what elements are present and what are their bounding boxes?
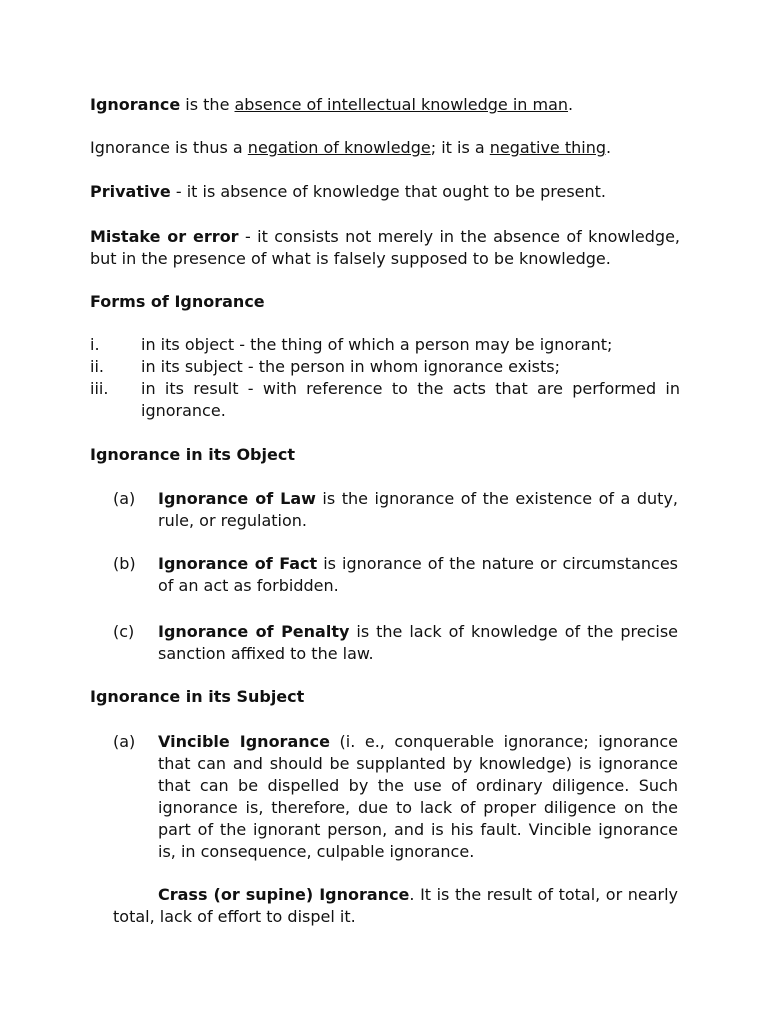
object-heading-text: Ignorance in its Object — [90, 445, 295, 464]
item-body — [158, 553, 678, 597]
item-text: is the ignorance of the existence of a duty, rule, or regulation. — [158, 489, 678, 530]
definition-underlined: absence of intellectual knowledge in man — [234, 95, 569, 114]
crass-paragraph — [113, 884, 678, 928]
list-item — [90, 356, 680, 378]
subject-heading-text: Ignorance in its Subject — [90, 687, 305, 706]
list-text: in its result - with reference to the acts that are performed in ignorance. — [141, 379, 680, 420]
item-body — [158, 621, 678, 665]
object-item-law — [113, 488, 680, 532]
negation-text-middle: ; it is a — [430, 138, 490, 157]
mistake-paragraph — [90, 226, 680, 270]
crass-text: . It is the result of total, or nearly total, lack of effort to dispel it. — [113, 885, 679, 926]
forms-heading-text: Forms of Ignorance — [90, 292, 265, 311]
forms-heading — [90, 291, 680, 313]
subject-heading — [90, 686, 680, 708]
item-term: Vincible Ignorance — [158, 732, 330, 751]
subject-item-vincible — [113, 731, 680, 863]
item-label: (a) — [113, 489, 136, 508]
negation-text-start: Ignorance is thus a — [90, 138, 248, 157]
negation-underlined: negation of knowledge — [247, 138, 431, 157]
object-item-fact — [113, 553, 680, 597]
object-heading — [90, 444, 680, 466]
item-text: is the lack of knowledge of the precise sanction affixed to the law. — [158, 622, 679, 663]
negation-end: . — [605, 138, 612, 157]
item-body — [158, 731, 678, 863]
crass-term: Crass (or supine) Ignorance — [158, 885, 410, 904]
definition-term: Ignorance — [90, 95, 181, 114]
mistake-text: - it consists not merely in the absence of knowledge, but in the presence of what is falsely supposed to be knowledge. — [90, 227, 680, 268]
privative-text: - it is absence of knowledge that ought to be present. — [170, 182, 606, 201]
item-term: Ignorance of Fact — [158, 554, 318, 573]
item-body — [158, 488, 678, 532]
item-text: (i. e., conquerable ignorance; ignorance that can and should be supplanted by knowledge) is ignorance that can be dispelled by the use of ordinary diligence. Such ignorance is, therefore, due to lack of proper diligence on the part of the ignorant person, and is his fault. Vincible ignorance is, in consequence, culpable ignorance. — [158, 732, 678, 861]
definition-text: is the — [180, 95, 235, 114]
item-term: Ignorance of Law — [158, 489, 316, 508]
item-label: (b) — [113, 554, 136, 573]
definition-paragraph — [90, 94, 680, 116]
list-number: ii. — [90, 357, 104, 376]
list-item — [90, 334, 680, 356]
list-item — [90, 378, 680, 422]
list-text: in its object - the thing of which a person may be ignorant; — [141, 335, 613, 354]
mistake-term: Mistake or error — [90, 227, 239, 246]
privative-term: Privative — [90, 182, 171, 201]
privative-paragraph — [90, 181, 680, 203]
list-text: in its subject - the person in whom ignorance exists; — [141, 357, 560, 376]
negation-paragraph — [90, 137, 680, 159]
list-number: i. — [90, 335, 100, 354]
object-item-penalty — [113, 621, 680, 665]
item-label: (a) — [113, 732, 136, 751]
forms-list — [90, 334, 680, 422]
list-number: iii. — [90, 379, 109, 398]
item-term: Ignorance of Penalty — [158, 622, 350, 641]
negative-thing-underlined: negative thing — [489, 138, 606, 157]
definition-end: . — [568, 95, 574, 114]
item-text: is ignorance of the nature or circumstances of an act as forbidden. — [158, 554, 679, 595]
item-label: (c) — [113, 622, 135, 641]
